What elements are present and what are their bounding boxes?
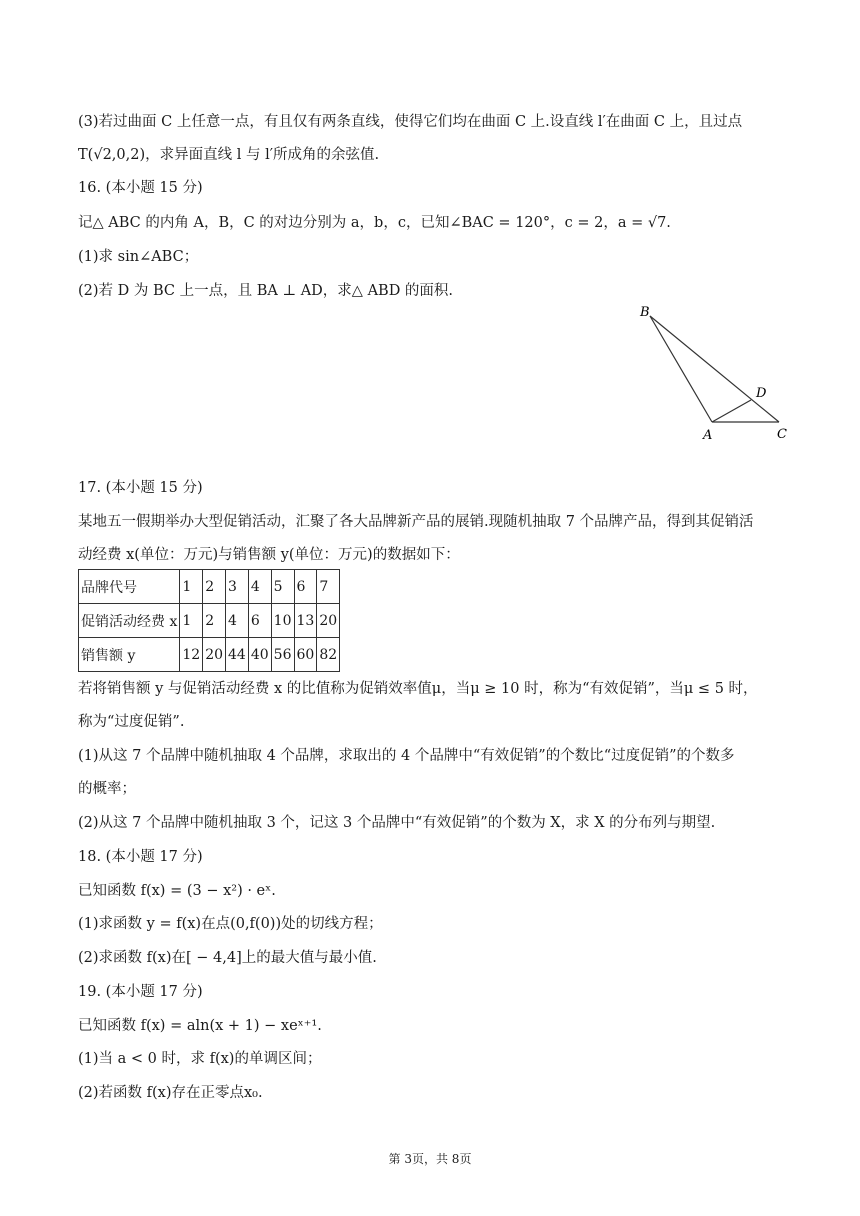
table-cell: 56 xyxy=(271,638,294,672)
table-row xyxy=(79,570,340,604)
text-line: 若将销售额 y 与促销活动经费 x 的比值称为促销效率值μ，当μ ≥ 10 时，称为“有效促销”，当μ ≤ 5 时， xyxy=(78,681,758,697)
table-cell: 20 xyxy=(317,604,340,638)
table-cell: 44 xyxy=(226,638,249,672)
table-cell: 1 xyxy=(180,604,203,638)
table-row xyxy=(79,638,340,672)
table-cell: 促销活动经费 x xyxy=(79,604,180,638)
text-line: (2)若函数 f(x)存在正零点x₀. xyxy=(78,1085,263,1101)
text-line: 记△ ABC 的内角 A，B，C 的对边分别为 a，b，c，已知∠BAC = 120°，c = 2，a = √7. xyxy=(78,215,671,231)
text-line: (1)当 a < 0 时，求 f(x)的单调区间； xyxy=(78,1051,322,1067)
table-cell: 10 xyxy=(271,604,294,638)
table-cell: 1 xyxy=(180,570,203,604)
label-d: D xyxy=(756,386,767,401)
table-cell: 60 xyxy=(294,638,317,672)
table-cell: 品牌代号 xyxy=(79,570,180,604)
table-cell: 4 xyxy=(226,604,249,638)
text-line: 已知函数 f(x) = (3 − x²) · eˣ. xyxy=(78,883,276,899)
table-cell: 20 xyxy=(203,638,226,672)
text-line: (2)若 D 为 BC 上一点，且 BA ⊥ AD，求△ ABD 的面积. xyxy=(78,283,454,299)
question-heading: 18. (本小题 17 分) xyxy=(78,849,203,865)
question-heading: 17. (本小题 15 分) xyxy=(78,480,203,496)
segment-bc xyxy=(650,316,779,422)
segment-ba xyxy=(650,316,712,422)
label-c: C xyxy=(777,427,787,442)
text-line: (2)求函数 f(x)在[ − 4,4]上的最大值与最小值. xyxy=(78,950,377,966)
table-cell: 82 xyxy=(317,638,340,672)
page-footer: 第 3页，共 8页 xyxy=(388,1152,472,1166)
table-cell: 6 xyxy=(248,604,271,638)
label-a: A xyxy=(703,428,713,443)
table-cell: 12 xyxy=(180,638,203,672)
text-line: (2)从这 7 个品牌中随机抽取 3 个，记这 3 个品牌中“有效促销”的个数为 X，求 X 的分布列与期望. xyxy=(78,815,716,831)
label-b: B xyxy=(640,305,650,320)
question-heading: 19. (本小题 17 分) xyxy=(78,984,203,1000)
text-line: 某地五一假期举办大型促销活动，汇聚了各大品牌新产品的展销.现随机抽取 7 个品牌产品，得到其促销活 xyxy=(78,514,754,530)
table-cell: 6 xyxy=(294,570,317,604)
table-cell: 2 xyxy=(203,604,226,638)
question-heading: 16. (本小题 15 分) xyxy=(78,180,203,196)
text-line: (1)求 sin∠ABC； xyxy=(78,249,199,265)
table-cell: 3 xyxy=(226,570,249,604)
text-line: (3)若过曲面 C 上任意一点，有且仅有两条直线，使得它们均在曲面 C 上.设直线 l′在曲面 C 上，且过点 xyxy=(78,114,743,130)
table-cell: 2 xyxy=(203,570,226,604)
text-line: T(√2,0,2)，求异面直线 l 与 l′所成角的余弦值. xyxy=(78,147,380,163)
text-line: 的概率； xyxy=(78,781,136,797)
text-line: (1)求函数 y = f(x)在点(0,f(0))处的切线方程； xyxy=(78,916,383,932)
text-line: 已知函数 f(x) = aln(x + 1) − xeˣ⁺¹. xyxy=(78,1018,322,1034)
table-cell: 4 xyxy=(248,570,271,604)
table-cell: 销售额 y xyxy=(79,638,180,672)
text-line: (1)从这 7 个品牌中随机抽取 4 个品牌，求取出的 4 个品牌中“有效促销”的个数比“过度促销”的个数多 xyxy=(78,748,735,764)
triangle-figure xyxy=(628,296,808,446)
data-table xyxy=(78,569,340,672)
text-line: 动经费 x(单位：万元)与销售额 y(单位：万元)的数据如下： xyxy=(78,547,460,563)
table-cell: 7 xyxy=(317,570,340,604)
text-line: 称为“过度促销”. xyxy=(78,714,185,730)
table-cell: 5 xyxy=(271,570,294,604)
table-cell: 40 xyxy=(248,638,271,672)
table-cell: 13 xyxy=(294,604,317,638)
segment-ad xyxy=(712,400,751,422)
table-row xyxy=(79,604,340,638)
